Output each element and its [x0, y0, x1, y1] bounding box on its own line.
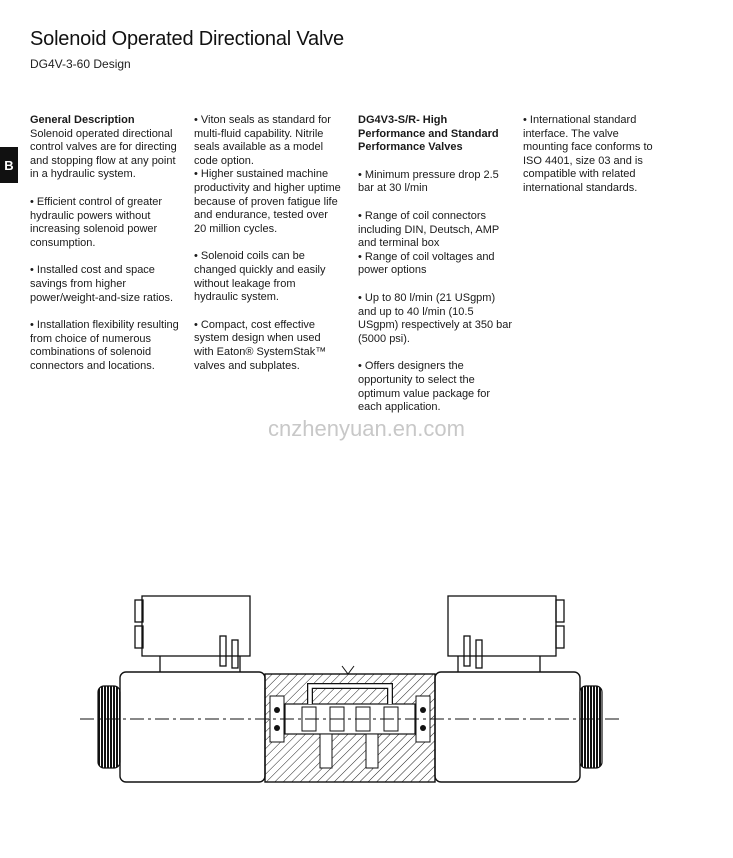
- bullet-item: • Installation flexibility resulting from choice of numerous combinations of solenoid connectors and locations.: [30, 319, 179, 372]
- column-heading: DG4V3-S/R- High Performance and Standard Performance Valves: [358, 114, 499, 154]
- bullet-item: • Viton seals as standard for multi-fluid capability. Nitrile seals available as a model code option. • Higher sustained machine productivity and higher uptime because of proven fatigue life and endurance, tested over 20 million cycles.: [194, 114, 341, 235]
- right-connector-box: [448, 596, 564, 672]
- page-subtitle: DG4V-3-60 Design: [30, 57, 131, 71]
- column-features: [194, 114, 342, 387]
- bullet-item: • Efficient control of greater hydraulic powers without increasing solenoid power consumption.: [30, 195, 163, 249]
- valve-body-section: [265, 666, 435, 782]
- column-performance: [358, 114, 513, 429]
- bullet-item: • Minimum pressure drop 2.5 bar at 30 l/min: [358, 168, 499, 195]
- bullet-item: • Installed cost and space savings from higher power/weight-and-size ratios.: [30, 264, 174, 304]
- paragraph: Solenoid operated directional control valves are for directing and stopping flow at any point in a hydraulic system.: [30, 127, 177, 181]
- left-connector-box: [135, 596, 250, 672]
- bullet-item: • Range of coil connectors including DIN, Deutsch, AMP and terminal box • Range of coil voltages and power options: [358, 209, 500, 277]
- right-solenoid: [435, 672, 580, 782]
- column-general-description: [30, 114, 180, 388]
- left-manual-override-knob: [98, 686, 120, 768]
- watermark: cnzhenyuan.en.com: [268, 416, 465, 441]
- bullet-item: • International standard interface. The valve mounting face conforms to ISO 4401, size 03 and is compatible with related international standards.: [523, 114, 653, 194]
- bullet-item: • Compact, cost effective system design when used with Eaton® SystemStak™ valves and subplates.: [194, 318, 327, 372]
- left-solenoid: [120, 672, 265, 782]
- page-title: Solenoid Operated Directional Valve: [30, 28, 344, 50]
- valve-cross-section-drawing: [80, 586, 620, 798]
- column-heading: General Description: [30, 114, 135, 126]
- bullet-item: • Up to 80 l/min (21 USgpm) and up to 40 l/min (10.5 USgpm) respectively at 350 bar (5000 psi).: [358, 291, 513, 345]
- bullet-item: • Offers designers the opportunity to select the optimum value package for each application.: [358, 360, 491, 414]
- bullet-item: • Solenoid coils can be changed quickly and easily without leakage from hydraulic system.: [194, 250, 326, 304]
- section-tab: B: [0, 147, 18, 183]
- column-standards: [523, 114, 661, 210]
- right-manual-override-knob: [580, 686, 602, 768]
